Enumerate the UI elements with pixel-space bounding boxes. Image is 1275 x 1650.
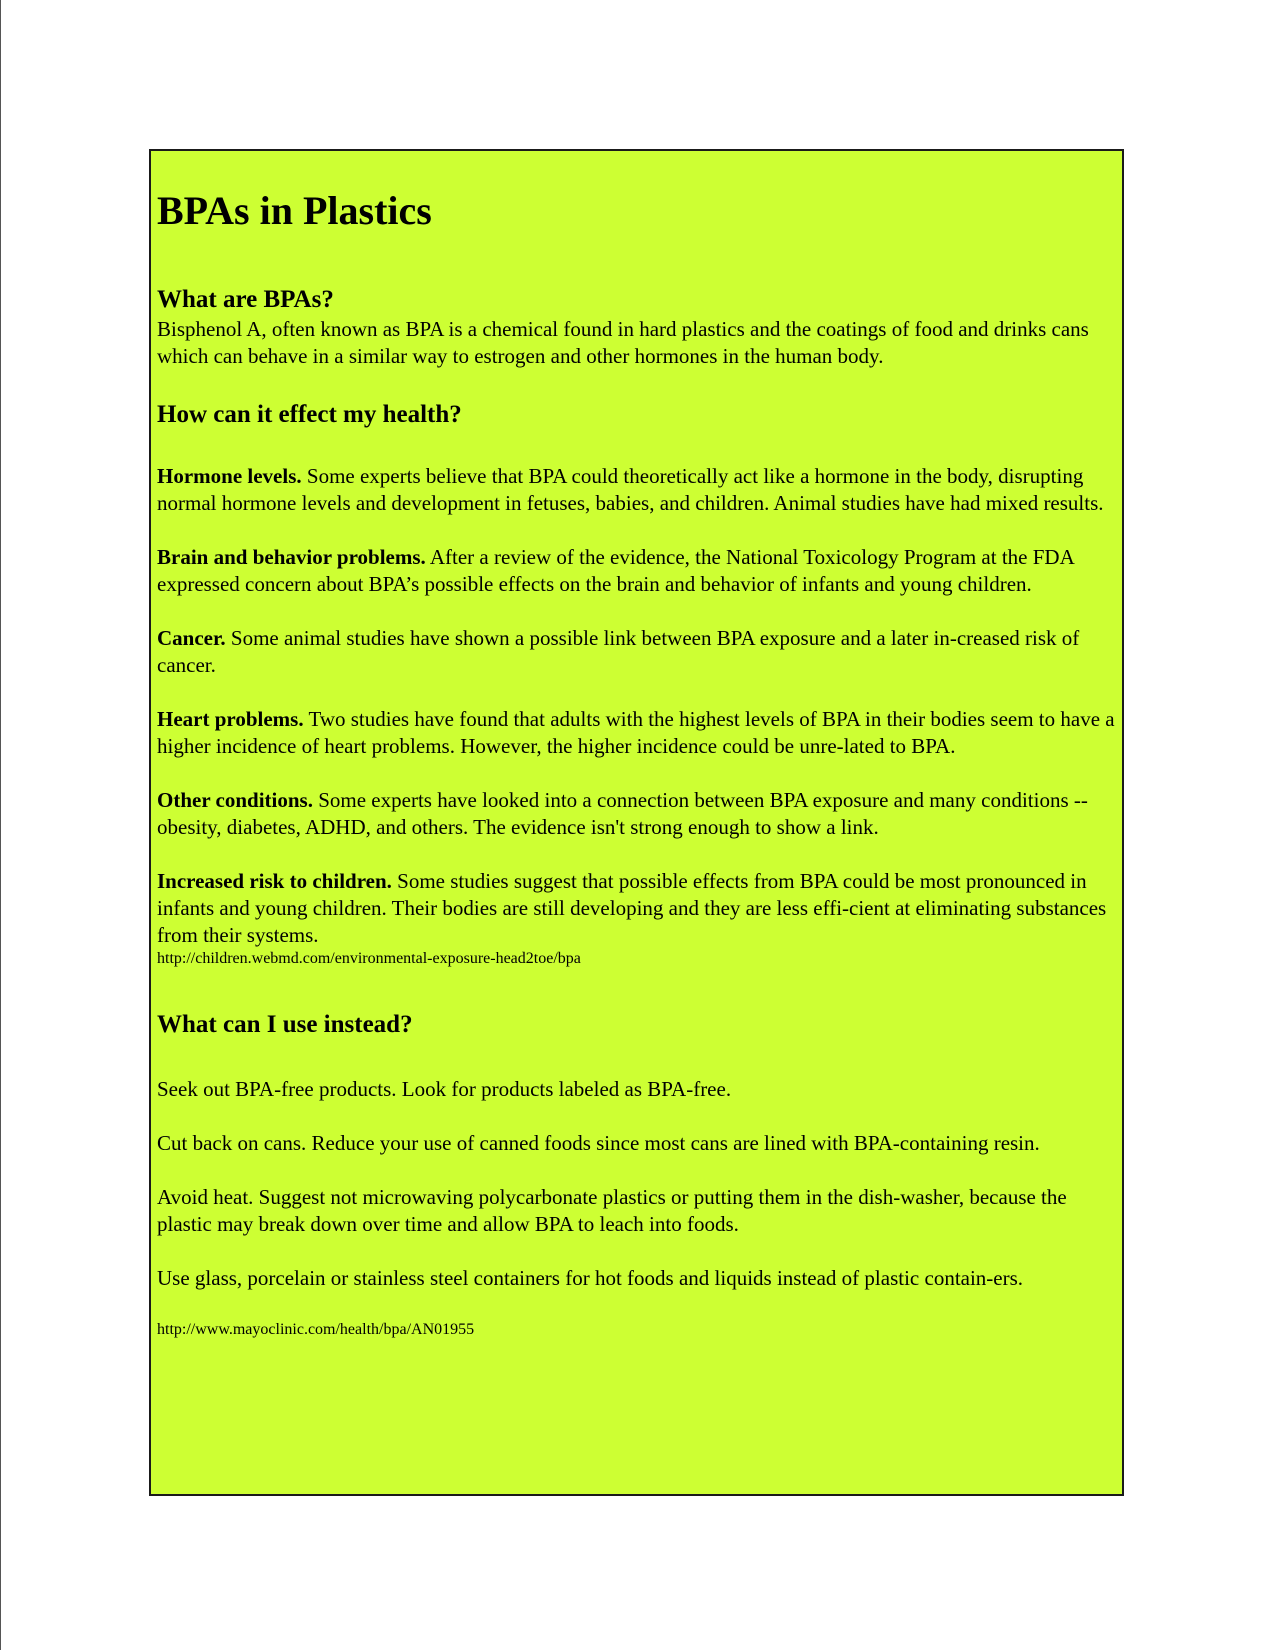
effect-other-conditions	[157, 787, 1116, 841]
alternatives-list	[157, 1076, 1116, 1292]
bpa-flyer-panel	[149, 149, 1124, 1496]
effect-hormone-levels	[157, 463, 1116, 517]
webmd-source-url: http://children.webmd.com/environmental-exposure-head2toe/bpa	[157, 950, 581, 967]
alternative-item: Seek out BPA-free products. Look for products labeled as BPA-free.	[157, 1077, 732, 1101]
effect-lead: Other conditions.	[157, 788, 313, 812]
effect-text: Some animal studies have shown a possible link between BPA exposure and a later in-creased risk of cancer.	[157, 626, 1080, 677]
effect-text: Some studies suggest that possible effects from BPA could be most pronounced in infants and young children. Their bodies are still developing and they are less effi-cient at eliminating substances from their systems.	[157, 869, 1107, 947]
what-are-bpas-text: Bisphenol A, often known as BPA is a chemical found in hard plastics and the coatings of food and drinks cans which can behave in a similar way to estrogen and other hormones in the human body.	[157, 317, 1089, 368]
page-edge	[0, 0, 1, 1650]
page-title: BPAs in Plastics	[157, 188, 432, 233]
alternative-item: Use glass, porcelain or stainless steel containers for hot foods and liquids instead of plastic contain-ers.	[157, 1266, 1024, 1290]
effect-lead: Brain and behavior problems.	[157, 545, 426, 569]
effect-text: Some experts have looked into a connection between BPA exposure and many conditions -- obesity, diabetes, ADHD, and others. The evidence isn't strong enough to show a link.	[157, 788, 1088, 839]
effect-text: After a review of the evidence, the National Toxicology Program at the FDA expressed concern about BPA’s possible effects on the brain and behavior of infants and young children.	[157, 545, 1074, 596]
what-are-bpas-heading: What are BPAs?	[157, 286, 334, 313]
health-effects-heading: How can it effect my health?	[157, 401, 462, 428]
effect-lead: Heart problems.	[157, 707, 304, 731]
effect-lead: Increased risk to children.	[157, 869, 392, 893]
alternative-item: Cut back on cans. Reduce your use of canned foods since most cans are lined with BPA-containing resin.	[157, 1131, 1040, 1155]
health-effects-list	[157, 463, 1116, 949]
effect-text: Two studies have found that adults with the highest levels of BPA in their bodies seem to have a higher incidence of heart problems. However, the higher incidence could be unre-lated to BPA.	[157, 707, 1115, 758]
alternatives-heading: What can I use instead?	[157, 1011, 413, 1038]
effect-lead: Hormone levels.	[157, 464, 302, 488]
effect-lead: Cancer.	[157, 626, 226, 650]
effect-text: Some experts believe that BPA could theoretically act like a hormone in the body, disrupting normal hormone levels and development in fetuses, babies, and children. Animal studies have had mixed results.	[157, 464, 1104, 515]
effect-brain-behavior	[157, 544, 1116, 598]
effect-heart-problems	[157, 706, 1116, 760]
alternative-item: Avoid heat. Suggest not microwaving polycarbonate plastics or putting them in the dish-washer, because the plastic may break down over time and allow BPA to leach into foods.	[157, 1185, 1067, 1236]
effect-cancer	[157, 625, 1116, 679]
mayoclinic-source-url: http://www.mayoclinic.com/health/bpa/AN01955	[157, 1321, 475, 1338]
effect-children-risk	[157, 868, 1116, 949]
